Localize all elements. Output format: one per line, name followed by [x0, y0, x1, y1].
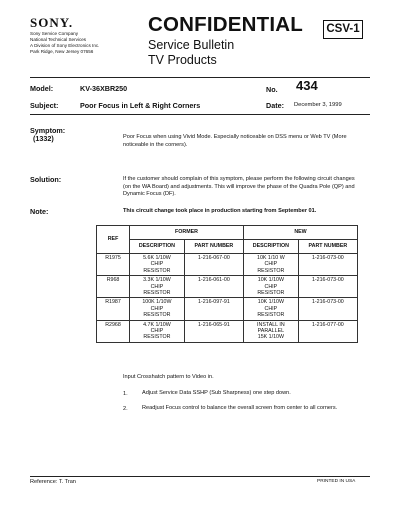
step-number: 2. [123, 406, 128, 412]
new-desc-cell: 10K 1/10 W CHIP RESISTOR [244, 254, 299, 276]
company-line: A Division of Sony Electronics Inc. [30, 43, 100, 48]
ref-cell: R1987 [97, 298, 130, 320]
solution-label: Solution: [30, 175, 62, 184]
table-subheader-row [97, 240, 358, 254]
symptom-code: (1332) [33, 134, 54, 143]
table-row [97, 276, 358, 298]
table-row [97, 320, 358, 342]
subject-value: Poor Focus in Left & Right Corners [80, 101, 201, 110]
symptom-text: Poor Focus when using Vivid Mode. Especially noticeable on DSS menu or Web TV (More noticeable in the corners). [123, 134, 347, 148]
company-line: Sony Service Company [30, 31, 79, 36]
ref-cell: R2968 [97, 320, 130, 342]
number-label: No. [266, 85, 278, 94]
reference-text: Reference: T. Tran [30, 479, 76, 485]
new-desc-header: DESCRIPTION [244, 240, 299, 254]
former-desc-cell: 100K 1/10W CHIP RESISTOR [130, 298, 185, 320]
model-value: KV-36XBR250 [80, 84, 128, 93]
new-pn-header: PART NUMBER [298, 240, 357, 254]
ref-header: REF [97, 226, 130, 254]
new-pn-cell: 1-216-073-00 [298, 254, 357, 276]
sony-logo: SONY. [30, 15, 74, 30]
ref-cell: R1975 [97, 254, 130, 276]
former-header: FORMER [130, 226, 244, 240]
steps-intro: Input Crosshatch pattern to Video in. [123, 374, 214, 380]
bulletin-subtitle: Service Bulletin [148, 38, 235, 52]
table-row [97, 298, 358, 320]
former-pn-cell: 1-216-065-91 [184, 320, 243, 342]
table-row [97, 254, 358, 276]
printed-in-text: PRINTED IN USA [317, 479, 356, 484]
step-number: 1. [123, 391, 128, 397]
former-pn-header: PART NUMBER [184, 240, 243, 254]
date-value: December 3, 1999 [294, 102, 342, 108]
footer-divider [30, 476, 370, 477]
former-desc-header: DESCRIPTION [130, 240, 185, 254]
new-pn-cell: 1-216-073-00 [298, 276, 357, 298]
header-divider [30, 77, 370, 78]
ref-cell: R968 [97, 276, 130, 298]
new-pn-cell: 1-216-077-00 [298, 320, 357, 342]
table-header-row [97, 226, 358, 240]
former-desc-cell: 4.7K 1/10W CHIP RESISTOR [130, 320, 185, 342]
former-pn-cell: 1-216-061-00 [184, 276, 243, 298]
company-line: Park Ridge, New Jersey 07656 [30, 49, 94, 54]
former-pn-cell: 1-216-097-91 [184, 298, 243, 320]
solution-text: If the customer should complain of this symptom, please perform the following circuit changes (on the WA Board) and adjustments. This will improve the phase of the Quadra Pole (QP) and Dynamic Focus (DF). [123, 176, 355, 198]
confidential-title: CONFIDENTIAL [148, 13, 303, 36]
former-desc-cell: 5.6K 1/10W CHIP RESISTOR [130, 254, 185, 276]
step-text: Adjust Service Data SSHP (Sub Sharpness) one step down. [142, 390, 291, 396]
new-desc-cell: INSTALL IN PARALLEL 15K 1/10W [244, 320, 299, 342]
parts-change-table [96, 225, 358, 343]
info-divider [30, 114, 370, 115]
bulletin-code-box: CSV-1 [323, 20, 363, 39]
new-desc-cell: 10K 1/10W CHIP RESISTOR [244, 298, 299, 320]
former-desc-cell: 3.3K 1/10W CHIP RESISTOR [130, 276, 185, 298]
new-header: NEW [244, 226, 358, 240]
note-label: Note: [30, 207, 49, 216]
new-pn-cell: 1-216-073-00 [298, 298, 357, 320]
step-text: Readjust Focus control to balance the overall screen from center to all corners. [142, 405, 338, 411]
company-line: National Technical Services [30, 37, 87, 42]
number-value: 434 [296, 78, 318, 93]
former-pn-cell: 1-216-067-00 [184, 254, 243, 276]
new-desc-cell: 10K 1/10W CHIP RESISTOR [244, 276, 299, 298]
subject-label: Subject: [30, 101, 59, 110]
date-label: Date: [266, 101, 284, 110]
company-address [30, 31, 120, 55]
note-text: This circuit change took place in production starting from September 01. [123, 208, 317, 214]
symptom-label: Symptom: [30, 126, 66, 135]
product-subtitle: TV Products [148, 53, 217, 67]
model-label: Model: [30, 84, 54, 93]
